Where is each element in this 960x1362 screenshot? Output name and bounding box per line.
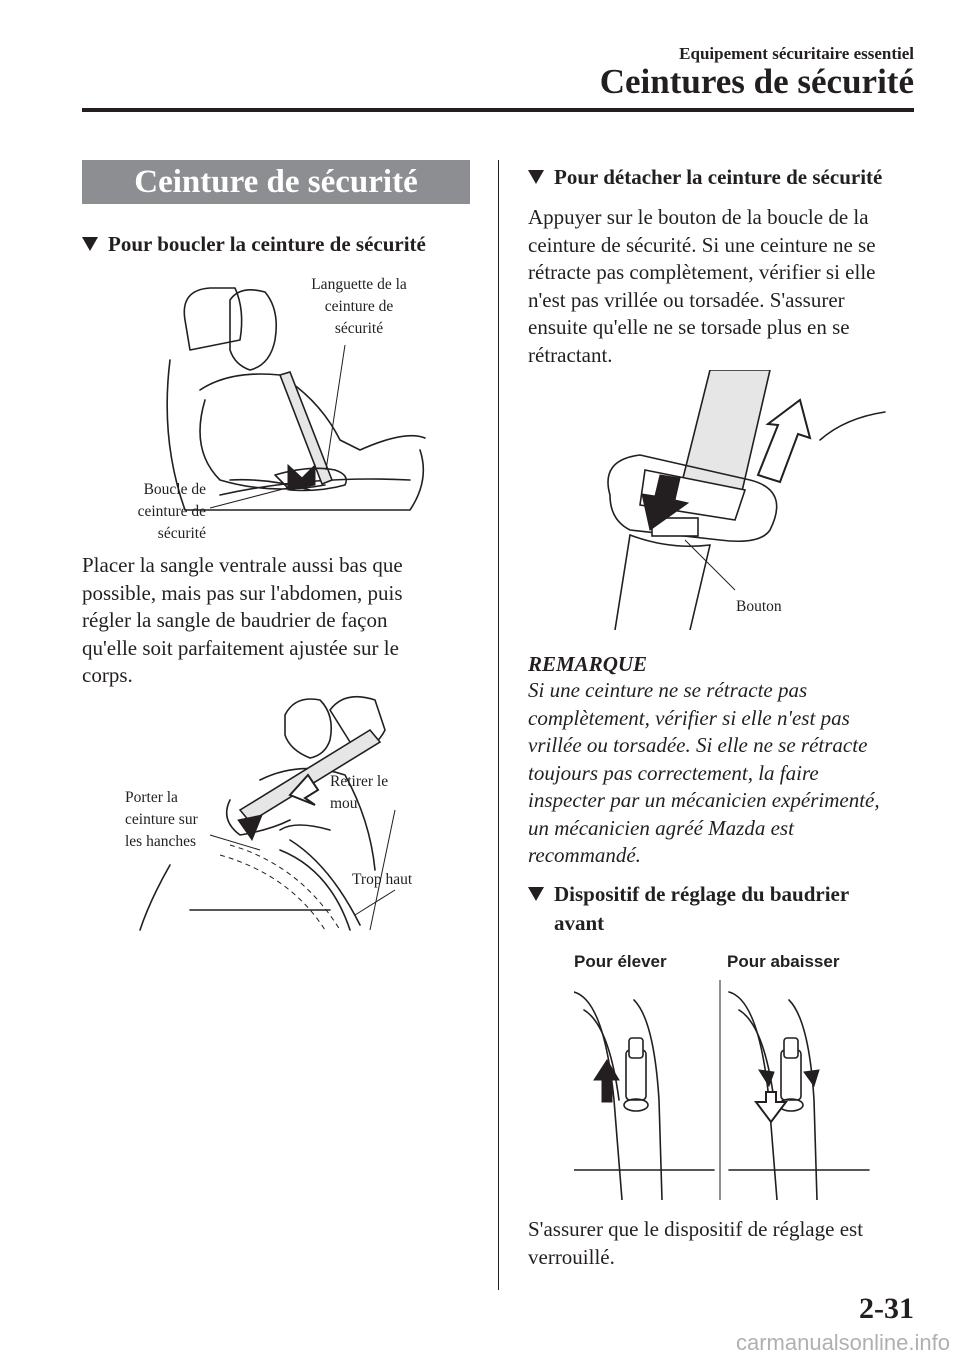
shoulder-adjuster-illustration [574,980,874,1200]
note-title: REMARQUE [528,652,648,676]
unfasten-text-line: Appuyer sur le bouton de la boucle de la [528,205,869,229]
triangle-bullet-icon [528,170,544,184]
fasten-text-line: possible, mais pas sur l'abdomen, puis [82,580,403,605]
label-raise: Pour élever [574,952,667,971]
adjuster-heading-line1: Dispositif de réglage du baudrier [554,882,850,906]
triangle-bullet-icon [82,237,98,251]
fasten-heading [82,232,426,257]
label-button: Bouton [736,598,782,615]
note-text-line: recommandé. [528,843,641,867]
adjuster-text-line: verrouillé. [528,1244,615,1269]
fasten-heading-text: Pour boucler la ceinture de sécurité [108,232,426,256]
section-title: Ceinture de sécurité [82,160,470,204]
note-text-line: inspecter par un mécanicien expérimenté, [528,788,880,812]
label-lower: Pour abaisser [727,952,840,971]
fasten-text-line: Placer la sangle ventrale aussi bas que [82,553,403,577]
label-tongue [296,274,422,340]
adjuster-heading-row [528,882,849,907]
note-text-line: toujours pas correctement, la faire [528,760,819,785]
label-hips-line: Porter la [125,789,178,806]
adjuster-text-line: S'assurer que le dispositif de réglage est [528,1217,864,1241]
header-rule [82,108,914,112]
adjuster-raise-panel [574,992,714,1200]
label-hips-line: ceinture sur [125,811,198,828]
adjuster-lower-panel [729,992,869,1200]
label-hips-line: les hanches [125,833,197,850]
label-tongue-line: ceinture de [324,298,394,315]
label-tongue-line: Languette de la [311,276,407,293]
label-buckle-line: Boucle de [143,481,206,498]
chapter-title: Ceintures de sécurité [599,62,914,101]
unfasten-text-line: n'est pas vrillée ou torsadée. S'assurer [528,287,845,312]
fasten-text [82,552,482,690]
adjuster-heading [528,882,849,936]
adjuster-text [528,1216,928,1271]
triangle-bullet-icon [528,887,544,901]
unfasten-text-line: rétractant. [528,342,613,367]
label-too-high: Trop haut [352,871,413,888]
fasten-text-line: régler la sangle de baudrier de façon [82,608,388,632]
unfasten-text [528,204,928,369]
fasten-text-line: qu'elle soit parfaitement ajustée sur le [82,635,399,660]
unfasten-text-line: rétracte pas complètement, vérifier si elle [528,260,876,284]
adjuster-heading-line2: avant [554,911,605,935]
label-buckle [110,479,206,545]
label-slack-line: Retirer le [330,773,389,790]
unfasten-text-line: ensuite qu'elle ne se torsade plus en se [528,315,850,339]
unfasten-heading [528,165,882,190]
watermark: carmanualsonline.info [735,1330,950,1355]
label-tongue-line: sécurité [334,320,384,337]
note-text-line: un mécanicien agréé Mazda est [528,815,794,840]
page-number: 2-31 [859,1292,914,1325]
unfasten-text-line: ceinture de sécurité. Si une ceinture ne se [528,232,876,257]
note-text-line: vrillée ou torsadée. Si elle ne se rétracte [528,733,868,757]
fasten-text-line: corps. [82,663,133,687]
note-text-line: complètement, vérifier si elle n'est pas [528,705,850,730]
unfasten-heading-text: Pour détacher la ceinture de sécurité [554,165,883,189]
label-slack-line: mou [330,795,358,812]
label-hips [125,787,225,853]
chapter-subtitle: Equipement sécuritaire essentiel [679,44,914,63]
label-buckle-line: sécurité [157,525,206,542]
label-slack [330,771,420,815]
note-text-line: Si une ceinture ne se rétracte pas [528,678,808,702]
note-text [528,677,928,870]
label-buckle-line: ceinture de [137,503,206,520]
buckle-release-illustration [570,370,900,630]
column-divider [498,160,499,1290]
